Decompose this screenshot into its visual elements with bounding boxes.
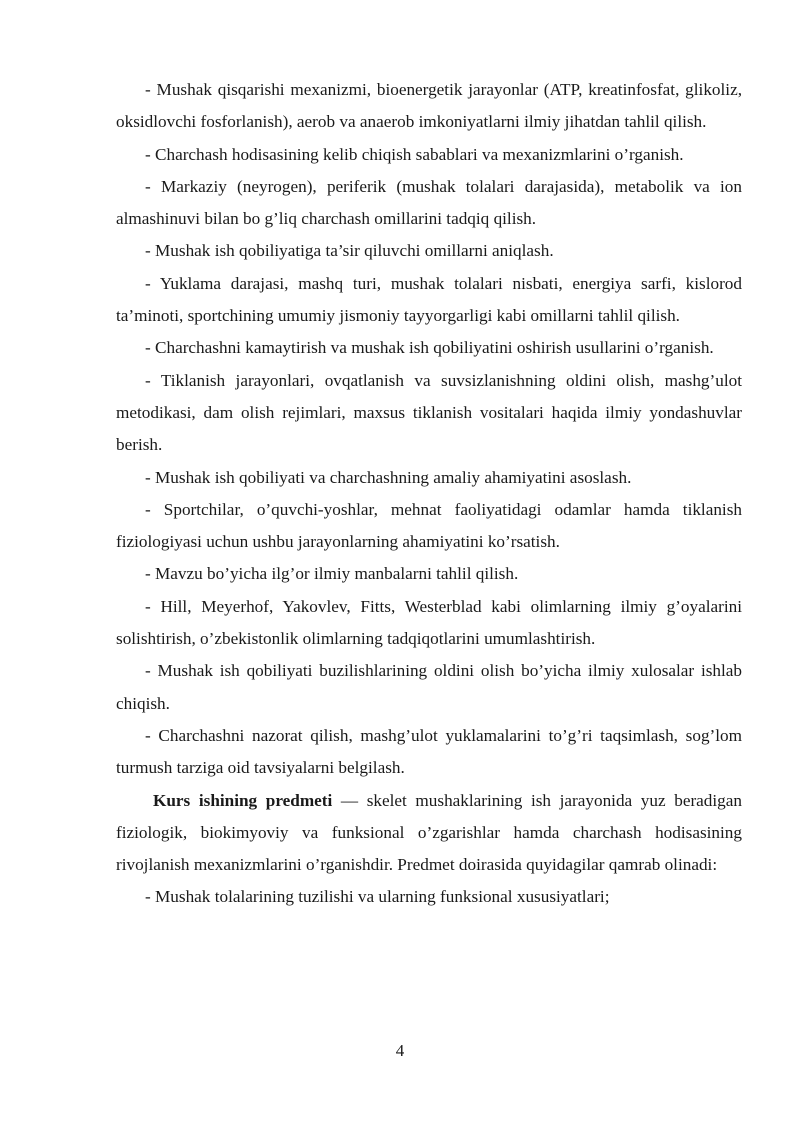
- list-item: - Mushak qisqarishi mexanizmi, bioenergetik jarayonlar (ATP, kreatinfosfat, glikoliz, oksidlovchi fosforlanish), aerob va anaerob imkoniyatlarni ilmiy jihatdan tahlil qilish.: [116, 80, 742, 132]
- list-item: - Charchash hodisasining kelib chiqish sabablari va mexanizmlarini o’rganish.: [145, 144, 684, 164]
- list-item: - Charchashni nazorat qilish, mashg’ulot yuklamalarini to’g’ri taqsimlash, sog’lom turmush tarziga oid tavsiyalarni belgilash.: [116, 725, 742, 778]
- list-item: - Mushak ish qobiliyatiga ta’sir qiluvchi omillarni aniqlash.: [145, 241, 554, 261]
- list-item: - Hill, Meyerhof, Yakovlev, Fitts, Westerblad kabi olimlarning ilmiy g’oyalarini solishtirish, o’zbekistonlik olimlarning tadqiqotlarini umumlashtirish.: [116, 596, 742, 649]
- list-item: - Markaziy (neyrogen), periferik (mushak tolalari darajasida), metabolik va ion almashinuvi bilan bo g’liq charchash omillarini tadqiq qilish.: [116, 176, 742, 229]
- body-text: [116, 74, 742, 914]
- list-item: - Tiklanish jarayonlari, ovqatlanish va suvsizlanishning oldini olish, mashg’ulot metodikasi, dam olish rejimlari, maxsus tiklanish vositalari haqida ilmiy yondashuvlar berish.: [116, 370, 742, 455]
- list-item: - Yuklama darajasi, mashq turi, mushak tolalari nisbati, energiya sarfi, kislorod ta’minoti, sportchining umumiy jismoniy tayyorgarligi kabi omillarni tahlil qilish.: [116, 273, 742, 326]
- subject-paragraph: [116, 785, 742, 882]
- page-number: 4: [395, 1041, 405, 1060]
- list-item: - Mavzu bo’yicha ilg’or ilmiy manbalarni tahlil qilish.: [145, 564, 519, 584]
- list-item: - Charchashni kamaytirish va mushak ish qobiliyatini oshirish usullarini o’rganish.: [145, 338, 714, 358]
- list-item: - Mushak ish qobiliyati buzilishlarining oldini olish bo’yicha ilmiy xulosalar ishlab chiqish.: [116, 661, 742, 713]
- subject-term: Kurs ishining predmeti: [153, 790, 333, 810]
- list-item: - Sportchilar, o’quvchi-yoshlar, mehnat faoliyatidagi odamlar hamda tiklanish fiziologiyasi uchun ushbu jarayonlarning ahamiyatini ko’rsatish.: [116, 499, 742, 552]
- list-item: - Mushak tolalarining tuzilishi va ularning funksional xususiyatlari;: [145, 887, 610, 907]
- list-item: - Mushak ish qobiliyati va charchashning amaliy ahamiyatini asoslash.: [145, 467, 632, 487]
- subject-text: — skelet mushaklarining ish jarayonida yuz beradigan fiziologik, biokimyoviy va funksional o’zgarishlar hamda charchash hodisasining rivojlanish mexanizmlarini o’rganishdir. Predmet doirasida quyidagilar qamrab olinadi:: [116, 790, 742, 875]
